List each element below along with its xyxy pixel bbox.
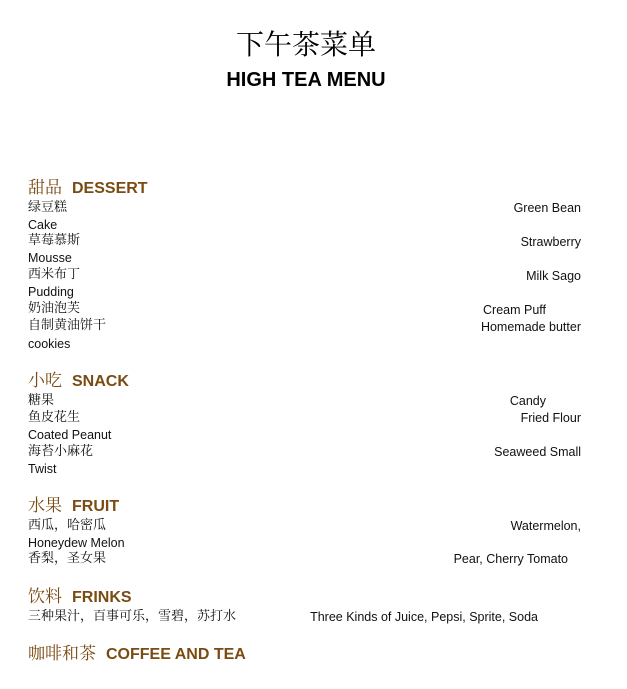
snack-line-1: 糖果 (28, 393, 55, 408)
snack-line-4: 海苔小麻花 (28, 444, 94, 459)
drinks-line-1: 三种果汁，百事可乐，雪碧，苏打水 (28, 609, 237, 624)
dessert-line-6: Pudding (28, 285, 74, 299)
fruit-english-1: Watermelon, (510, 519, 581, 533)
menu-title-chinese: 下午茶菜单 (235, 28, 376, 61)
snack-line-2: 鱼皮花生 (28, 410, 81, 425)
snack-english-1: Candy (509, 394, 546, 408)
snack-english-2: Fried Flour (520, 411, 581, 425)
dessert-line-1: 绿豆糕 (28, 200, 68, 215)
section-heading-english: FRUIT (72, 498, 120, 515)
dessert-english-2: Strawberry (520, 235, 581, 249)
section-heading-coffee-tea (28, 644, 246, 665)
fruit-english-2: Pear, Cherry Tomato (453, 552, 568, 566)
dessert-english-3: Milk Sago (526, 269, 581, 283)
dessert-line-9: cookies (28, 337, 71, 351)
section-heading-chinese: 小吃 (28, 371, 62, 391)
dessert-line-4: Mousse (28, 251, 72, 265)
dessert-line-7: 奶油泡芙 (28, 301, 81, 316)
section-heading-drinks (28, 587, 132, 608)
section-heading-english: COFFEE AND TEA (106, 646, 246, 663)
section-heading-english: SNACK (72, 373, 129, 390)
fruit-line-2: Honeydew Melon (28, 536, 125, 550)
drinks-english-1: Three Kinds of Juice, Pepsi, Sprite, Soda (310, 610, 538, 624)
section-heading-chinese: 饮料 (28, 587, 62, 607)
section-heading-chinese: 咖啡和茶 (28, 644, 96, 664)
section-heading-chinese: 甜品 (28, 178, 62, 198)
dessert-english-4: Cream Puff (483, 303, 546, 317)
dessert-english-1: Green Bean (513, 201, 581, 215)
fruit-line-1: 西瓜，哈密瓜 (28, 518, 107, 533)
fruit-line-3: 香梨，圣女果 (28, 551, 107, 566)
menu-title-english: HIGH TEA MENU (226, 69, 386, 91)
dessert-line-5: 西米布丁 (28, 267, 81, 282)
dessert-line-8: 自制黄油饼干 (28, 318, 107, 333)
dessert-english-5: Homemade butter (480, 320, 581, 334)
section-heading-snack (28, 371, 129, 392)
section-heading-fruit (28, 496, 119, 517)
dessert-line-2: Cake (28, 218, 58, 232)
section-heading-english: DESSERT (72, 180, 148, 197)
snack-line-5: Twist (28, 462, 57, 476)
snack-line-3: Coated Peanut (28, 428, 112, 442)
dessert-line-3: 草莓慕斯 (28, 233, 81, 248)
snack-english-3: Seaweed Small (494, 445, 581, 459)
section-heading-chinese: 水果 (28, 496, 62, 516)
section-heading-english: FRINKS (72, 589, 132, 606)
section-heading-dessert (28, 178, 148, 199)
